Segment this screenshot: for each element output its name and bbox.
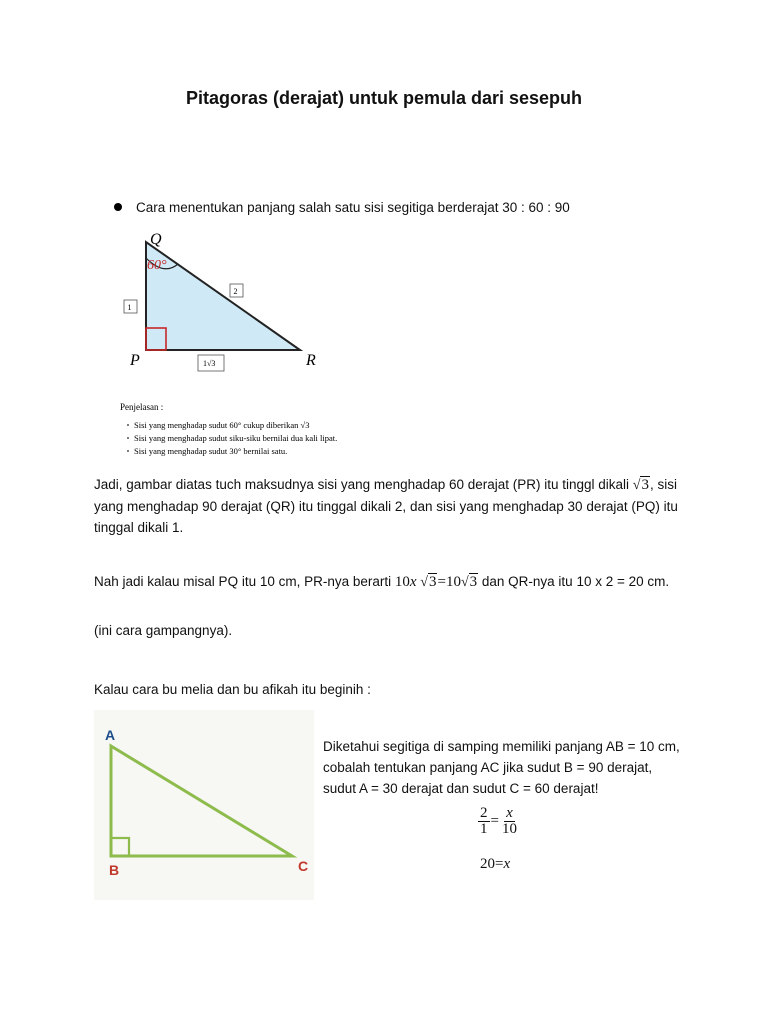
result-lhs: 20 xyxy=(480,856,495,872)
para2-text-a: Nah jadi kalau misal PQ itu 10 cm, PR-nya berarti xyxy=(94,574,395,589)
vertex-c-label: C xyxy=(298,858,309,874)
vertex-a-label: A xyxy=(105,727,116,743)
equals-sign: = xyxy=(490,813,499,829)
fraction-right-num: x xyxy=(506,805,513,821)
vertex-b-label: B xyxy=(109,862,120,878)
explain-item-1: Sisi yang menghadap sudut 60° cukup diberikan √3 xyxy=(134,420,310,430)
result-rhs: x xyxy=(503,856,511,872)
bullet-text: Cara menentukan panjang salah satu sisi segitiga berderajat 30 : 60 : 90 xyxy=(136,200,570,215)
paragraph-note: (ini cara gampangnya). xyxy=(94,623,233,638)
sqrt-expression: √3 xyxy=(632,477,649,493)
side-pq-label: 1 xyxy=(127,303,132,312)
fraction-left-num: 2 xyxy=(480,805,488,821)
explain-title: Penjelasan : xyxy=(120,402,164,412)
math-expression: 10x √3=10√3 xyxy=(394,574,478,590)
paragraph-example xyxy=(94,571,684,593)
para1-text-b: , sisi yang menghadap 90 derajat (QR) itu tinggal dikali 2, dan sisi yang menghadap 30 derajat (PQ) itu tinggal dikali 1. xyxy=(94,477,678,535)
right-angle-marker-b xyxy=(111,838,129,856)
bullet-dot-icon xyxy=(114,203,122,211)
result-equals: = xyxy=(495,856,504,872)
page-title: Pitagoras (derajat) untuk pemula dari sesepuh xyxy=(185,88,583,108)
explain-dash-3 xyxy=(127,450,129,452)
explain-item-2: Sisi yang menghadap sudut siku-siku bernilai dua kali lipat. xyxy=(134,433,338,443)
vertex-p-label: P xyxy=(130,352,140,369)
vertex-q-label: Q xyxy=(150,231,162,248)
triangle-abc-figure xyxy=(94,710,314,900)
math-equals: =10 xyxy=(437,574,461,590)
math-var: x xyxy=(409,574,417,590)
bullet-item xyxy=(114,200,570,215)
problem-text: Diketahui segitiga di samping memiliki panjang AB = 10 cm, cobalah tentukan panjang AC jika sudut B = 90 derajat, sudut A = 30 derajat dan sudut C = 60 derajat! xyxy=(323,739,680,796)
triangle-pqr xyxy=(146,242,300,350)
paragraph-intro: Kalau cara bu melia dan bu afikah itu beginih : xyxy=(94,682,371,697)
angle-label: 60° xyxy=(147,258,167,273)
explain-item-3: Sisi yang menghadap sudut 30° bernilai satu. xyxy=(134,446,288,456)
triangle-pqr-figure xyxy=(120,222,400,462)
para1-text-a: Jadi, gambar diatas tuch maksudnya sisi yang menghadap 60 derajat (PR) itu tinggl dikali xyxy=(94,477,633,492)
result-equation xyxy=(480,856,510,873)
explain-dash-2 xyxy=(127,437,129,439)
math-sqrt-arg-2: 3 xyxy=(469,574,478,590)
math-coef: 10 xyxy=(394,574,410,590)
side-qr-label: 2 xyxy=(233,287,238,296)
side-pr-label: 1√3 xyxy=(203,359,216,368)
fraction-right-den: 10 xyxy=(501,821,517,837)
fraction-left-den: 1 xyxy=(480,821,488,837)
paragraph-explanation xyxy=(94,474,684,538)
triangle-abc xyxy=(111,746,292,856)
explain-dash-1 xyxy=(127,424,129,426)
para2-text-b: dan QR-nya itu 10 x 2 = 20 cm. xyxy=(478,574,670,589)
math-sqrt-arg-1: 3 xyxy=(428,574,437,590)
vertex-r-label: R xyxy=(306,352,316,369)
fraction-right xyxy=(500,806,519,837)
proportion-equation xyxy=(478,806,519,837)
sqrt-arg: 3 xyxy=(641,477,649,493)
fraction-left xyxy=(478,806,490,837)
